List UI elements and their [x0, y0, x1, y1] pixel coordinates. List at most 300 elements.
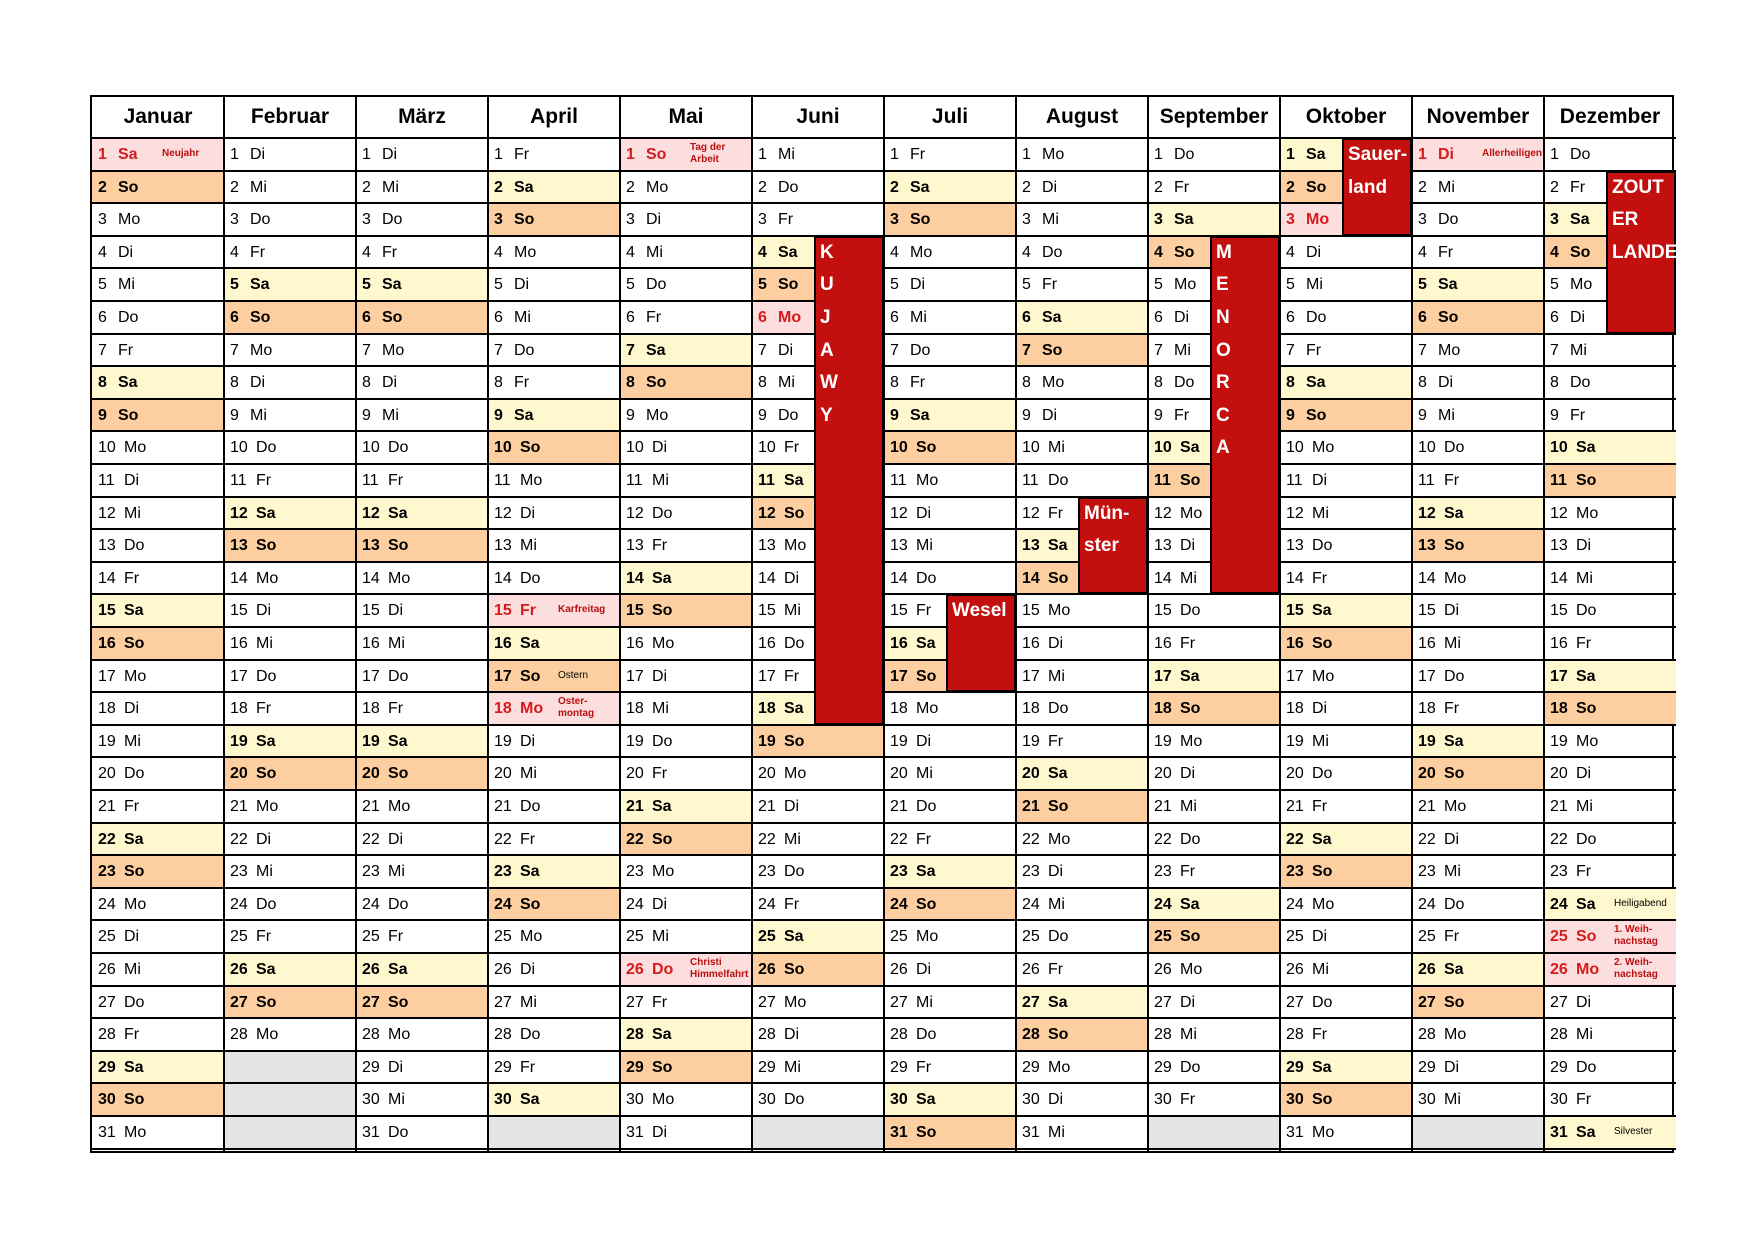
weekday-label: Mi	[1174, 341, 1191, 359]
weekday-label: Mi	[652, 700, 669, 718]
weekday-label: Fr	[520, 830, 536, 848]
day-number: 3	[362, 211, 371, 229]
day-number: 4	[1550, 243, 1559, 261]
event-label: E	[1216, 274, 1229, 296]
holiday-note: 1. Weih- nachstag	[1614, 924, 1658, 948]
weekday-label: So	[1180, 472, 1201, 489]
event-label: R	[1216, 372, 1230, 394]
weekday-label: Do	[256, 439, 277, 457]
day-number: 19	[494, 732, 512, 750]
day-cell	[356, 530, 488, 563]
weekday-label: Di	[1306, 243, 1322, 261]
day-cell	[620, 302, 752, 335]
day-cell	[1280, 661, 1412, 694]
month-column-märz	[356, 97, 488, 1151]
day-number: 12	[98, 504, 116, 522]
day-cell	[1544, 1084, 1676, 1117]
day-cell	[752, 824, 884, 857]
weekday-label: Do	[1312, 537, 1333, 555]
day-number: 3	[890, 211, 899, 229]
day-number: 13	[758, 537, 776, 555]
weekday-label: Di	[1174, 309, 1190, 326]
day-cell	[488, 400, 620, 433]
weekday-label: Mi	[124, 504, 141, 522]
weekday-label: So	[1042, 341, 1063, 359]
weekday-label: So	[256, 993, 277, 1011]
day-cell	[1280, 367, 1412, 400]
weekday-label: Mi	[256, 863, 273, 881]
weekday-label: Fr	[1444, 700, 1460, 718]
day-cell	[1148, 1019, 1280, 1052]
day-cell	[224, 139, 356, 172]
weekday-label: Mo	[1444, 569, 1467, 587]
weekday-label: So	[1048, 569, 1069, 587]
day-number: 21	[494, 798, 512, 815]
day-cell	[356, 1084, 488, 1117]
day-number: 27	[626, 993, 644, 1011]
day-cell	[356, 432, 488, 465]
day-cell	[1544, 889, 1676, 922]
day-cell	[224, 595, 356, 628]
day-number: 26	[230, 961, 248, 978]
day-number: 26	[1022, 961, 1040, 978]
weekday-label: Di	[784, 569, 800, 587]
month-column-april	[488, 97, 620, 1151]
day-number: 24	[494, 895, 512, 913]
day-cell	[620, 726, 752, 759]
day-number: 18	[98, 700, 116, 718]
day-cell	[1016, 824, 1148, 857]
day-cell	[752, 856, 884, 889]
day-number: 5	[890, 276, 899, 294]
day-cell	[92, 1084, 224, 1117]
day-number: 22	[362, 830, 380, 848]
day-number: 16	[890, 635, 908, 652]
day-cell	[1148, 204, 1280, 237]
day-number: 5	[1286, 276, 1295, 294]
weekday-label: Mo	[124, 1124, 147, 1141]
weekday-label: So	[1576, 700, 1597, 718]
day-cell	[488, 726, 620, 759]
day-number: 20	[626, 765, 644, 783]
weekday-label: Mi	[916, 537, 933, 555]
day-cell	[224, 987, 356, 1020]
weekday-label: Di	[652, 1124, 668, 1141]
day-cell	[356, 563, 488, 596]
month-header: November	[1412, 97, 1544, 139]
empty-day-cell	[224, 1117, 356, 1150]
day-cell	[356, 335, 488, 368]
day-number: 30	[362, 1091, 380, 1109]
weekday-label: Sa	[784, 472, 804, 489]
day-number: 26	[890, 961, 908, 978]
day-number: 10	[626, 439, 644, 457]
day-number: 2	[626, 178, 635, 196]
day-cell	[92, 1019, 224, 1052]
day-number: 10	[1550, 439, 1568, 457]
day-number: 28	[626, 1026, 644, 1044]
day-cell	[1412, 791, 1544, 824]
day-cell	[356, 595, 488, 628]
weekday-label: So	[388, 765, 409, 783]
holiday-note: Neujahr	[162, 148, 200, 159]
weekday-label: Do	[1444, 439, 1465, 457]
weekday-label: Mi	[124, 732, 141, 750]
day-number: 15	[362, 602, 380, 620]
day-cell	[884, 1052, 1016, 1085]
weekday-label: Di	[520, 961, 536, 978]
day-cell	[1544, 530, 1676, 563]
weekday-label: Mo	[1444, 798, 1467, 815]
day-cell	[356, 139, 488, 172]
weekday-label: Mi	[778, 374, 795, 392]
day-number: 22	[98, 830, 116, 848]
day-number: 29	[626, 1058, 644, 1076]
day-cell	[884, 889, 1016, 922]
day-number: 2	[1550, 178, 1559, 196]
day-number: 9	[362, 406, 371, 424]
day-number: 18	[1022, 700, 1040, 718]
weekday-label: Mi	[250, 406, 267, 424]
day-number: 16	[230, 635, 248, 652]
weekday-label: Mo	[1570, 276, 1593, 294]
day-cell	[1016, 1052, 1148, 1085]
day-number: 18	[230, 700, 248, 718]
day-cell	[488, 335, 620, 368]
day-number: 29	[1286, 1058, 1304, 1076]
day-cell	[884, 204, 1016, 237]
weekday-label: Do	[1180, 830, 1201, 848]
weekday-label: Do	[916, 569, 937, 587]
weekday-label: Do	[388, 895, 409, 913]
day-cell	[620, 465, 752, 498]
day-number: 14	[98, 569, 116, 587]
weekday-label: So	[1576, 472, 1597, 489]
day-number: 24	[1418, 895, 1436, 913]
day-cell	[356, 269, 488, 302]
day-number: 27	[1550, 993, 1568, 1011]
day-number: 17	[1286, 667, 1304, 685]
weekday-label: Fr	[1042, 276, 1058, 294]
day-number: 26	[362, 961, 380, 978]
day-number: 10	[1022, 439, 1040, 457]
day-number: 4	[626, 243, 635, 261]
weekday-label: So	[388, 537, 409, 555]
day-cell	[92, 269, 224, 302]
day-cell	[92, 661, 224, 694]
weekday-label: Fr	[1312, 1026, 1328, 1044]
weekday-label: Do	[250, 211, 271, 229]
day-cell	[1016, 432, 1148, 465]
month-header: September	[1148, 97, 1280, 139]
weekday-label: Sa	[1048, 765, 1068, 783]
day-number: 12	[494, 504, 512, 522]
day-number: 20	[1418, 765, 1436, 783]
weekday-label: So	[646, 374, 667, 392]
day-number: 27	[362, 993, 380, 1011]
weekday-label: Fr	[1312, 569, 1328, 587]
day-cell	[752, 1019, 884, 1052]
weekday-label: Fr	[1576, 863, 1592, 881]
day-number: 22	[494, 830, 512, 848]
weekday-label: So	[784, 961, 805, 978]
day-number: 22	[1022, 830, 1040, 848]
weekday-label: Sa	[1576, 667, 1596, 685]
weekday-label: Sa	[520, 635, 540, 652]
day-cell	[1412, 563, 1544, 596]
weekday-label: Mo	[1312, 667, 1335, 685]
day-number: 10	[362, 439, 380, 457]
day-number: 13	[1418, 537, 1436, 555]
day-cell	[752, 791, 884, 824]
day-number: 11	[362, 472, 379, 489]
day-cell	[224, 954, 356, 987]
weekday-label: Do	[784, 863, 805, 881]
weekday-label: So	[652, 830, 673, 848]
day-number: 3	[1418, 211, 1427, 229]
weekday-label: So	[520, 895, 541, 913]
day-cell	[224, 661, 356, 694]
day-cell	[488, 921, 620, 954]
day-number: 4	[98, 243, 107, 261]
day-cell	[92, 204, 224, 237]
day-number: 19	[626, 732, 644, 750]
day-number: 2	[1022, 178, 1031, 196]
day-cell	[224, 335, 356, 368]
day-cell	[488, 172, 620, 205]
day-number: 30	[1286, 1091, 1304, 1109]
weekday-label: Di	[250, 374, 266, 392]
day-number: 29	[1022, 1058, 1040, 1076]
day-number: 16	[98, 635, 116, 652]
month-header: Juli	[884, 97, 1016, 139]
day-number: 1	[626, 146, 635, 163]
day-number: 13	[98, 537, 116, 555]
day-number: 7	[1286, 341, 1295, 359]
day-number: 20	[758, 765, 776, 783]
weekday-label: Mo	[388, 1026, 411, 1044]
day-cell	[1412, 726, 1544, 759]
day-cell	[1016, 661, 1148, 694]
weekday-label: Do	[1312, 993, 1333, 1011]
month-header: Januar	[92, 97, 224, 139]
day-number: 15	[1286, 602, 1304, 620]
weekday-label: Sa	[514, 406, 534, 424]
day-cell	[1280, 563, 1412, 596]
weekday-label: Mo	[1312, 1124, 1335, 1141]
day-cell	[1280, 1052, 1412, 1085]
day-number: 18	[626, 700, 644, 718]
weekday-label: Do	[778, 178, 799, 196]
weekday-label: Fr	[916, 1058, 932, 1076]
day-cell	[1280, 824, 1412, 857]
day-number: 25	[230, 928, 248, 946]
day-number: 27	[98, 993, 116, 1011]
day-cell	[1412, 269, 1544, 302]
weekday-label: Mo	[646, 406, 669, 424]
weekday-label: Di	[388, 602, 404, 620]
day-number: 31	[626, 1124, 644, 1141]
day-number: 26	[494, 961, 512, 978]
weekday-label: Sa	[388, 961, 408, 978]
day-cell	[356, 824, 488, 857]
weekday-label: Do	[1444, 667, 1465, 685]
day-cell	[620, 1117, 752, 1150]
event-block-zoutelande	[1606, 171, 1676, 334]
weekday-label: So	[1438, 309, 1459, 326]
day-number: 27	[1022, 993, 1040, 1011]
weekday-label: Mi	[382, 178, 399, 196]
weekday-label: Do	[1180, 1058, 1201, 1076]
day-number: 11	[890, 472, 907, 489]
day-cell	[1148, 889, 1280, 922]
day-number: 29	[362, 1058, 380, 1076]
day-cell	[1148, 595, 1280, 628]
weekday-label: Mi	[784, 830, 801, 848]
day-number: 13	[494, 537, 512, 555]
day-number: 9	[1418, 406, 1427, 424]
day-number: 14	[626, 569, 644, 587]
day-cell	[92, 921, 224, 954]
weekday-label: Sa	[514, 178, 534, 196]
weekday-label: Do	[916, 798, 937, 815]
day-number: 4	[1022, 243, 1031, 261]
day-cell	[1016, 921, 1148, 954]
weekday-label: Do	[1570, 146, 1591, 163]
weekday-label: Do	[784, 1091, 805, 1109]
month-header: Juni	[752, 97, 884, 139]
day-number: 10	[1154, 439, 1172, 457]
day-cell	[488, 1084, 620, 1117]
day-number: 24	[1286, 895, 1304, 913]
day-number: 15	[626, 602, 644, 620]
holiday-note: Heiligabend	[1614, 897, 1667, 909]
day-number: 13	[230, 537, 248, 555]
weekday-label: Di	[1048, 1091, 1064, 1109]
day-cell	[1016, 889, 1148, 922]
month-column-november	[1412, 97, 1544, 1151]
day-cell	[488, 628, 620, 661]
day-number: 29	[1154, 1058, 1172, 1076]
weekday-label: Mo	[1180, 961, 1203, 978]
day-number: 1	[362, 146, 371, 163]
weekday-label: Fr	[256, 700, 272, 718]
weekday-label: Sa	[1312, 830, 1332, 848]
day-number: 1	[230, 146, 239, 163]
weekday-label: So	[652, 602, 673, 620]
day-cell	[1544, 791, 1676, 824]
event-block-kujawy	[814, 236, 884, 725]
weekday-label: Mo	[1048, 602, 1071, 620]
weekday-label: Do	[910, 341, 931, 359]
weekday-label: Fr	[1048, 732, 1064, 750]
weekday-label: Fr	[1312, 798, 1328, 815]
day-cell	[620, 1019, 752, 1052]
day-number: 10	[758, 439, 776, 457]
day-number: 14	[758, 569, 776, 587]
day-number: 2	[98, 178, 107, 196]
day-number: 25	[494, 928, 512, 946]
weekday-label: So	[250, 309, 271, 326]
day-cell	[488, 856, 620, 889]
weekday-label: Di	[1444, 830, 1460, 848]
weekday-label: Mi	[520, 765, 537, 783]
weekday-label: Mi	[520, 993, 537, 1011]
weekday-label: Do	[778, 406, 799, 424]
weekday-label: Mi	[1576, 1026, 1593, 1044]
day-cell	[1280, 628, 1412, 661]
day-number: 18	[1418, 700, 1436, 718]
day-cell	[488, 889, 620, 922]
day-number: 19	[1022, 732, 1040, 750]
day-number: 19	[1418, 732, 1436, 750]
day-cell	[884, 856, 1016, 889]
day-cell	[884, 139, 1016, 172]
day-number: 3	[758, 211, 767, 229]
day-number: 6	[1022, 309, 1031, 326]
weekday-label: Di	[1048, 863, 1064, 881]
weekday-label: Fr	[388, 700, 404, 718]
weekday-label: Do	[1576, 1058, 1597, 1076]
day-number: 12	[230, 504, 248, 522]
day-number: 31	[362, 1124, 380, 1141]
day-number: 16	[362, 635, 380, 652]
day-cell	[1412, 139, 1544, 172]
day-cell	[620, 335, 752, 368]
day-number: 30	[758, 1091, 776, 1109]
day-number: 6	[1286, 309, 1295, 326]
weekday-label: Di	[382, 374, 398, 392]
day-cell	[1544, 432, 1676, 465]
day-cell	[224, 302, 356, 335]
weekday-label: Di	[1180, 993, 1196, 1011]
month-header: August	[1016, 97, 1148, 139]
day-number: 4	[1286, 243, 1295, 261]
day-cell	[92, 400, 224, 433]
day-number: 16	[1022, 635, 1040, 652]
day-cell	[1544, 987, 1676, 1020]
day-number: 4	[494, 243, 503, 261]
day-cell	[1412, 856, 1544, 889]
weekday-label: Di	[652, 439, 668, 457]
weekday-label: Do	[1174, 374, 1195, 392]
day-cell	[224, 204, 356, 237]
day-cell	[92, 302, 224, 335]
day-number: 1	[1022, 146, 1031, 163]
day-cell	[1280, 1019, 1412, 1052]
day-cell	[1412, 1084, 1544, 1117]
day-cell	[488, 432, 620, 465]
weekday-label: Mi	[1048, 1124, 1065, 1141]
day-number: 4	[362, 243, 371, 261]
day-number: 6	[98, 309, 107, 326]
day-cell	[620, 432, 752, 465]
weekday-label: Mo	[256, 1026, 279, 1044]
day-cell	[1412, 921, 1544, 954]
day-number: 18	[362, 700, 380, 718]
weekday-label: Di	[520, 504, 536, 522]
weekday-label: Di	[388, 1058, 404, 1076]
weekday-label: Mo	[1180, 732, 1203, 750]
day-cell	[1280, 791, 1412, 824]
day-number: 12	[1418, 504, 1436, 522]
weekday-label: Do	[652, 732, 673, 750]
event-label: J	[820, 306, 831, 328]
day-cell	[1544, 954, 1676, 987]
day-cell	[488, 269, 620, 302]
weekday-label: So	[124, 635, 145, 652]
weekday-label: Di	[256, 602, 272, 620]
